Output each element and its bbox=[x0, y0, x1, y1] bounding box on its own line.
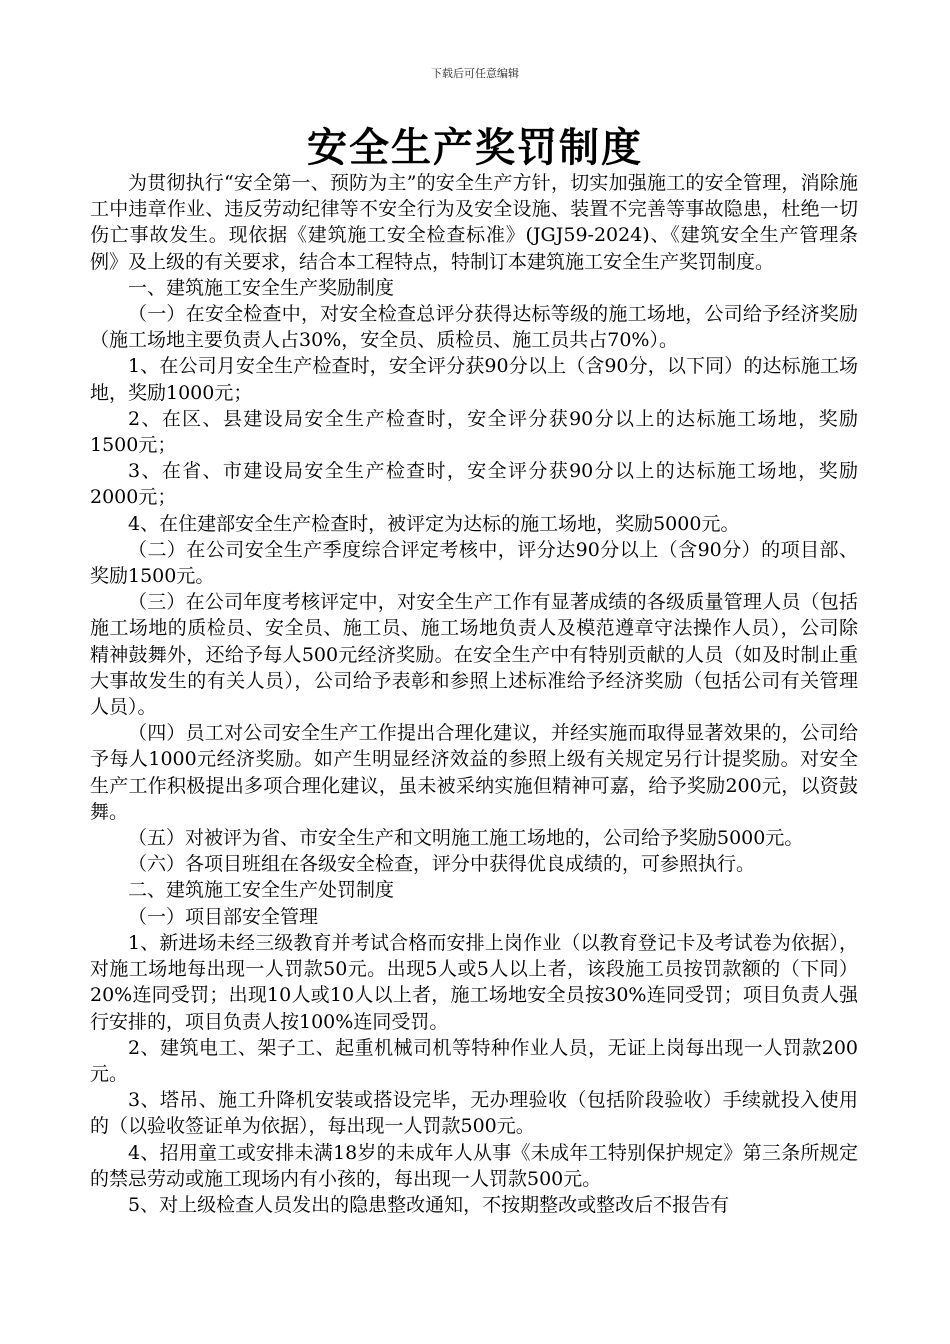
paragraph-reward-6: （六）各项目班组在各级安全检查，评分中获得优良成绩的，可参照执行。 bbox=[128, 853, 756, 876]
paragraph-reward-5: （五）对被评为省、市安全生产和文明施工施工场地的，公司给予奖励5000元。 bbox=[128, 827, 804, 850]
paragraph-reward-3: （三）在公司年度考核评定中，对安全生产工作有显著成绩的各级质量管理人员（包括施工场地的质检员、安全员、施工员、施工场地负责人及模范遵章守法操作人员），公司除精神鼓舞外，还给予每人500元经济奖励。在安全生产中有特别贡献的人员（如及时制止重大事故发生的有关人员），公司给予表彰和参照上述标准给予经济奖励（包括公司有关管理人员）。 bbox=[90, 591, 858, 719]
paragraph-intro: 为贯彻执行“安全第一、预防为主”的安全生产方针，切实加强施工的安全管理，消除施工中违章作业、违反劳动纪律等不安全行为及安全设施、装置不完善等事故隐患，杜绝一切伤亡事故发生。现依据《建筑施工安全检查标准》(JGJ59-2024)、《建筑安全生产管理条例》及上级的有关要求，结合本工程特点，特制订本建筑施工安全生产奖罚制度。 bbox=[90, 172, 858, 273]
list-item: 5、对上级检查人员发出的隐患整改通知，不按期整改或整改后不报告有 bbox=[128, 1193, 730, 1216]
paragraph-reward-1: （一）在安全检查中，对安全检查总评分获得达标等级的施工场地，公司给予经济奖励（施工场地主要负责人占30%，安全员、质检员、施工员共占70%）。 bbox=[90, 303, 858, 352]
document-body bbox=[90, 170, 858, 1218]
list-item: 3、在省、市建设局安全生产检查时，安全评分获90分以上的达标施工场地，奖励2000元； bbox=[90, 460, 858, 509]
list-item: 2、在区、县建设局安全生产检查时，安全评分获90分以上的达标施工场地，奖励1500元； bbox=[90, 407, 858, 457]
section-heading-rewards: 一、建筑施工安全生产奖励制度 bbox=[128, 276, 395, 299]
header-note: 下载后可任意编辑 bbox=[431, 67, 519, 80]
paragraph-reward-4: （四）员工对公司安全生产工作提出合理化建议，并经实施而取得显著效果的，公司给予每人1000元经济奖励。如产生明显经济效益的参照上级有关规定另行计提奖励。对安全生产工作积极提出多项合理化建议，虽未被采纳实施但精神可嘉，给予奖励200元，以资鼓舞。 bbox=[90, 722, 858, 823]
list-item: 1、在公司月安全生产检查时，安全评分获90分以上（含90分，以下同）的达标施工场地，奖励1000元； bbox=[90, 355, 858, 404]
list-item: 3、塔吊、施工升降机安装或搭设完毕，无办理验收（包括阶段验收）手续就投入使用的（以验收签证单为依据），每出现一人罚款500元。 bbox=[90, 1089, 858, 1138]
list-item: 4、招用童工或安排未满18岁的未成年人从事《未成年工特别保护规定》第三条所规定的禁忌劳动或施工现场内有小孩的，每出现一人罚款500元。 bbox=[90, 1141, 858, 1190]
document-title: 安全生产奖罚制度 bbox=[307, 124, 643, 171]
subsection-heading: （一）项目部安全管理 bbox=[128, 905, 319, 928]
paragraph-reward-2: （二）在公司安全生产季度综合评定考核中，评分达90分以上（含90分）的项目部、奖励1500元。 bbox=[90, 538, 858, 588]
list-item: 2、建筑电工、架子工、起重机械司机等特种作业人员，无证上岗每出现一人罚款200元。 bbox=[90, 1036, 858, 1085]
list-item: 1、新进场未经三级教育并考试合格而安排上岗作业（以教育登记卡及考试卷为依据），对施工场地每出现一人罚款50元。出现5人或5人以上者，该段施工员按罚款额的（下同）20%连同受罚；出现10人或10人以上者，施工场地安全员按30%连同受罚；项目负责人强行安排的，项目负责人按100%连同受罚。 bbox=[90, 931, 858, 1033]
list-item: 4、在住建部安全生产检查时，被评定为达标的施工场地，奖励5000元。 bbox=[128, 512, 740, 535]
section-heading-penalties: 二、建筑施工安全生产处罚制度 bbox=[128, 879, 395, 902]
